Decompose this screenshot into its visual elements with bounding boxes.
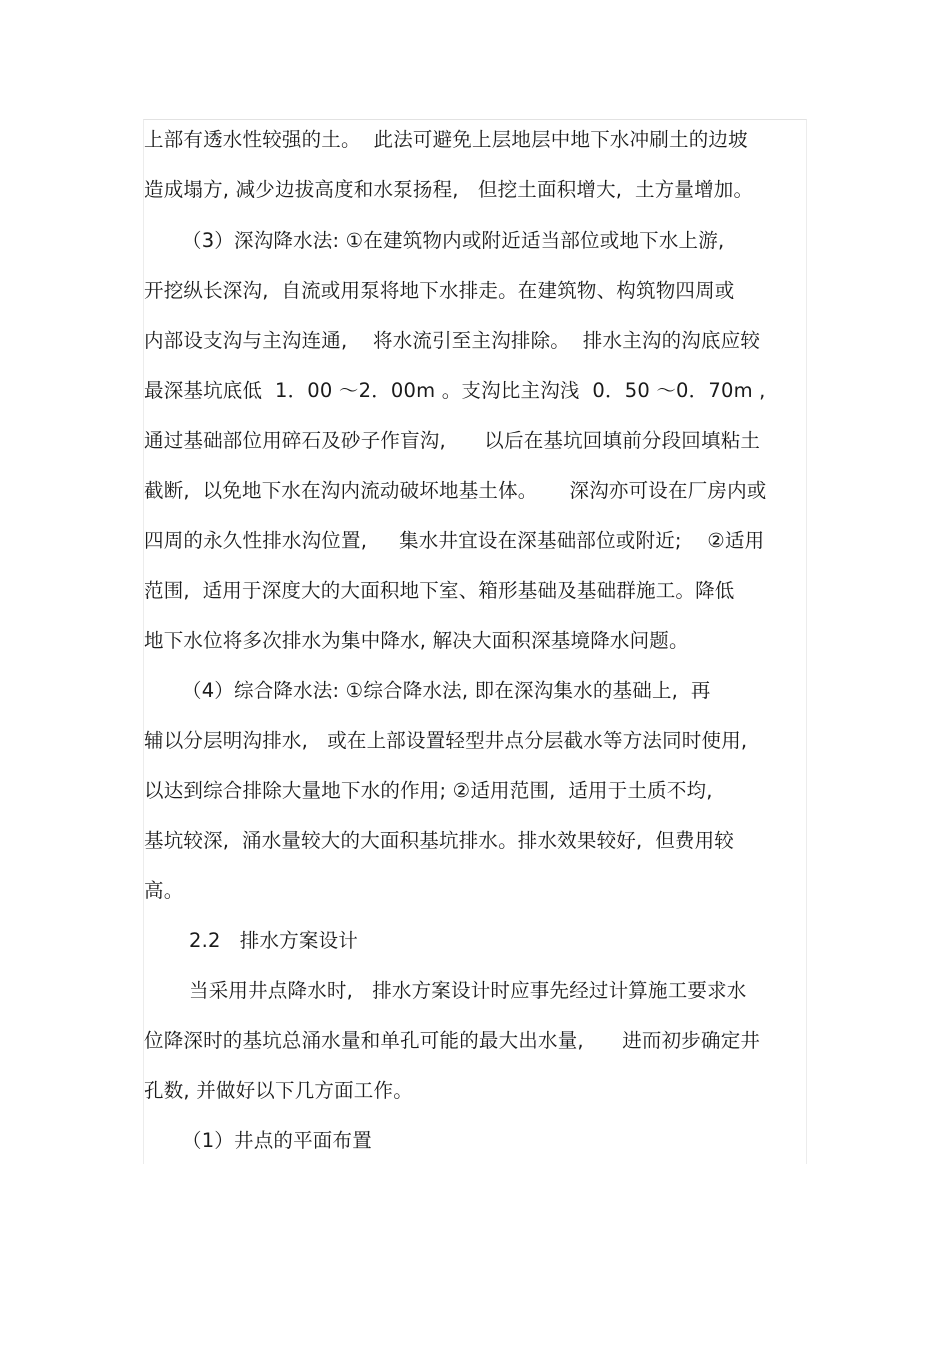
section-heading-2-2: 2.2 排水方案设计	[189, 929, 359, 952]
text-line-13: 辅以分层明沟排水, 或在上部设置轻型井点分层截水等方法同时使用,	[144, 729, 748, 752]
text-line-14: 以达到综合排除大量地下水的作用; ②适用范围, 适用于土质不均,	[144, 779, 713, 802]
text-line-9: 四周的永久性排水沟位置, 集水井宜设在深基础部位或附近; ②适用	[144, 529, 765, 552]
text-line-6: 最深基坑底低 1．00 ～2．00m 。支沟比主沟浅 0．50 ～0．70m ,	[144, 379, 766, 402]
text-line-18: 当采用井点降水时, 排水方案设计时应事先经过计算施工要求水	[189, 979, 747, 1002]
text-line-2: 造成塌方, 减少边拔高度和水泵扬程, 但挖土面积增大, 土方量增加。	[144, 178, 754, 201]
text-line-3: （3）深沟降水法: ①在建筑物内或附近适当部位或地下水上游,	[182, 229, 725, 252]
text-line-4: 开挖纵长深沟, 自流或用泵将地下水排走。在建筑物、构筑物四周或	[144, 279, 735, 302]
text-line-12: （4）综合降水法: ①综合降水法, 即在深沟集水的基础上, 再	[182, 679, 711, 702]
text-line-5: 内部设支沟与主沟连通, 将水流引至主沟排除。 排水主沟的沟底应较	[144, 329, 761, 352]
text-line-19: 位降深时的基坑总涌水量和单孔可能的最大出水量, 进而初步确定井	[144, 1029, 761, 1052]
text-line-15: 基坑较深, 涌水量较大的大面积基坑排水。排水效果较好, 但费用较	[144, 829, 734, 852]
text-line-8: 截断, 以免地下水在沟内流动破坏地基土体。 深沟亦可设在厂房内或	[144, 479, 767, 502]
text-line-16: 高。	[144, 879, 184, 902]
text-line-7: 通过基础部位用碎石及砂子作盲沟, 以后在基坑回填前分段回填粘土	[144, 429, 761, 452]
subheading-well-layout: （1）井点的平面布置	[182, 1129, 372, 1152]
text-line-1: 上部有透水性较强的土。 此法可避免上层地层中地下水冲刷土的边坡	[144, 128, 748, 151]
text-line-20: 孔数, 并做好以下几方面工作。	[144, 1079, 413, 1102]
text-line-10: 范围, 适用于深度大的大面积地下室、箱形基础及基础群施工。降低	[144, 579, 735, 602]
text-line-11: 地下水位将多次排水为集中降水, 解决大面积深基境降水问题。	[144, 629, 689, 652]
